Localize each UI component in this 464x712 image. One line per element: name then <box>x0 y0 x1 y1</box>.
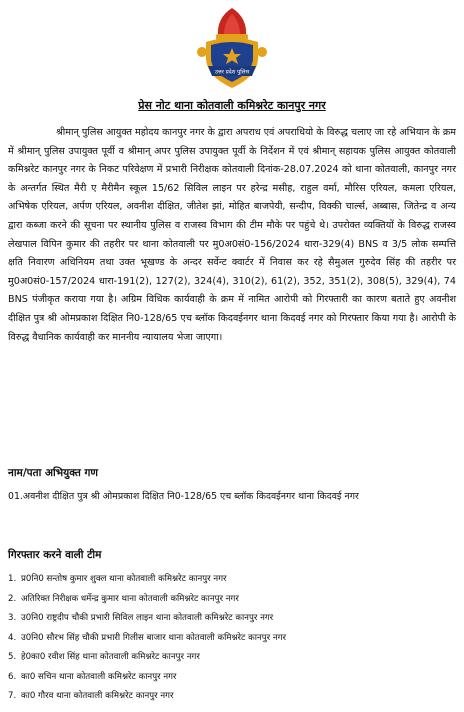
up-police-logo <box>194 4 270 92</box>
team-member <box>8 668 456 688</box>
team-member-text: उ0नि0 राष्ट्रदीप चौकी प्रभारी सिविल लाइन थाना कोतवाली कमिश्नरेट कानपुर नगर <box>21 613 274 623</box>
team-member-text: उ0नि0 सौरभ सिंह चौकी प्रभारी गिलीस बाजार थाना कोतवाली कमिश्नरेट कानपुर नगर <box>21 632 286 643</box>
arrest-team-list <box>8 570 456 707</box>
team-member-number: 6. <box>8 671 17 682</box>
team-member-text: प्र0नि0 सन्तोष कुमार शुक्ल थाना कोतवाली कमिश्नरेट कानपुर नगर <box>21 574 227 584</box>
logo-banner-text: उत्तर प्रदेश पुलिस <box>214 69 250 76</box>
team-member <box>8 629 456 649</box>
team-member-text: अतिरिक्त निरीक्षक धर्मेन्द्र कुमार थाना कोतवाली कमिश्नरेट कानपुर नगर <box>21 593 239 604</box>
team-member-number: 3. <box>8 613 17 623</box>
up-police-emblem-icon <box>194 4 270 92</box>
team-member <box>8 648 456 668</box>
team-member-text: हे0का0 रवीश सिंह थाना कोतवाली कमिश्नरेट कानपुर नगर <box>21 652 200 662</box>
team-member-number: 4. <box>8 632 17 643</box>
team-member <box>8 590 456 610</box>
accused-heading: नाम/पता अभियुक्त गण <box>8 467 98 479</box>
team-member-number: 7. <box>8 691 17 701</box>
accused-entry: 01.अवनीश दीक्षित पुत्र श्री ओमप्रकाश दिक्षित नि0-128/65 एच ब्लॉक किदवईनगर थाना किदवई नगर <box>8 491 359 502</box>
team-member-number: 5. <box>8 652 17 662</box>
arrest-team-heading: गिरफ्तार करने वाली टीम <box>8 549 102 561</box>
team-member <box>8 687 456 707</box>
press-note-title: प्रेस नोट थाना कोतवाली कमिश्नरेट कानपुर नगर <box>138 99 326 112</box>
team-member-number: 1. <box>8 574 17 584</box>
team-member <box>8 609 456 629</box>
team-member-text: का0 गौरव थाना कोतवाली कमिश्नरेट कानपुर नगर <box>21 691 174 701</box>
team-member-text: का0 सचिन थाना कोतवाली कमिश्नरेट कानपुर नगर <box>21 671 177 682</box>
team-member <box>8 570 456 590</box>
team-member-number: 2. <box>8 593 17 604</box>
press-note-body: श्रीमान् पुलिस आयुक्त महोदय कानपुर नगर के द्वारा अपराध एवं अपराधियो के विरुद्ध चलाए जा रहे अभियान के क्रम में श्रीमान् पुलिस उपायुक्त पूर्वी व श्रीमान् अपर पुलिस उपायुक्त पूर्वी के निर्देशन में एवं श्रीमान् सहायक पुलिस आयुक्त कोतवाली कमिश्नरेट कानपुर नगर के निकट परिवेक्षण में प्रभारी निरीक्षक कोतवाली दिनांक-28.07.2024 को थाना कोतवाली, कानपुर नगर के अन्तर्गत स्थित मैरी ए मैरीमैन स्कूल 15/62 सिविल लाइन पर हरेन्द्र मसीह, राहुल वर्मा, मौरिस एरियल, कमला एरियल, अभिषेक एरियल, अर्पण एरियल, अवनीश दीक्षित, जीतेश झां, मोहित बाजपेयी, सन्दीप, विक्की चार्ल्स, अब्बास, जितेन्द्र व अन्य द्वारा कब्जा करने की सूचना पर स्थानीय पुलिस व राजस्व विभाग की टीम मौके पर पहुंचे थे। उपरोक्त व्यक्तियों के विरुद्ध राजस्व लेखपाल विपिन कुमार की तहरीर पर थाना कोतवाली पर मु0अ0सं0-156/2024 धारा-329(4) BNS व 3/5 लोक सम्पत्ति क्षति निवारण अधिनियम तथा उक्त भूखण्ड के अन्दर सर्वेन्ट क्वार्टर में निवास कर रहे सैमुअल गुरुदेव सिंह की तहरीर पर मु0अ0सं0-157/2024 धारा-191(2), 127(2), 324(4), 310(2), 61(2), 352, 351(2), 308(5), 329(4), 74 BNS पंजीकृत कराया गया है। अग्रिम विधिक कार्यवाही के क्रम में नामित आरोपी को गिरफ्तारी का कारण बताते हुए अवनीश दीक्षित पुत्र श्री ओमप्रकाश दिक्षित नि0-128/65 एच ब्लॉक किदवईनगर थाना किदवई नगर को गिरफ्तार किया गया है। आरोपी के विरुद्ध वैधानिक कार्यवाही कर माननीय न्यायालय भेजा जाएगा। <box>8 127 456 343</box>
